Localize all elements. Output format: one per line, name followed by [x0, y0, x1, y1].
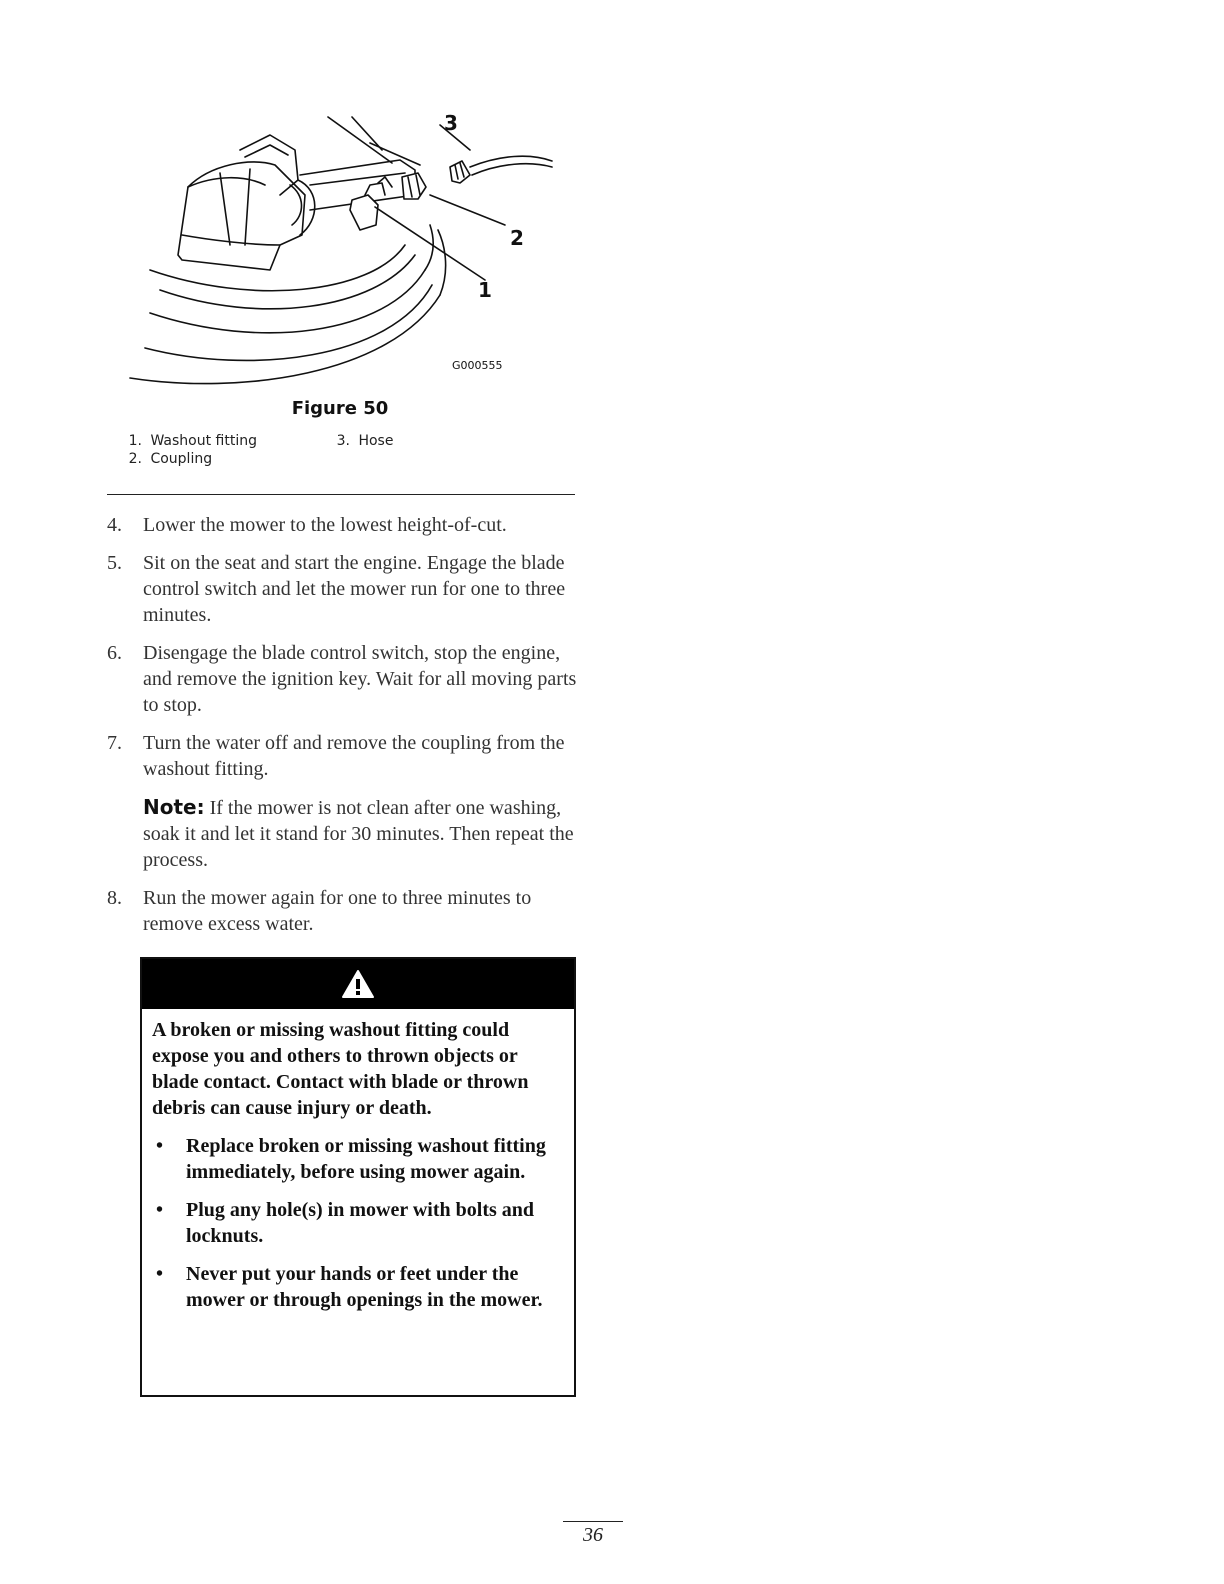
figure-caption: Figure 50 [291, 398, 389, 419]
step-text: Run the mower again for one to three minutes to remove excess water. [143, 887, 532, 935]
deck-curve [160, 255, 415, 309]
legend-item [110, 451, 212, 467]
legend-number: 2. [128, 451, 142, 467]
step-text: Turn the water off and remove the coupling from the washout fitting. [143, 732, 565, 780]
warning-intro: A broken or missing washout fitting could expose you and others to thrown objects or blade contact. Contact with blade or thrown debris can cause injury or death. [152, 1019, 529, 1119]
step-text: Disengage the blade control switch, stop the engine, and remove the ignition key. Wait for all moving parts to stop. [143, 642, 577, 716]
step-text: Sit on the seat and start the engine. Engage the blade control switch and let the mower run for one to three minutes. [143, 552, 566, 626]
note-label: Note: [143, 795, 205, 819]
note-text: If the mower is not clean after one washing, soak it and let it stand for 30 minutes. Then repeat the process. [143, 797, 574, 871]
warning-bullet-text: Replace broken or missing washout fitting immediately, before using mower again. [186, 1135, 546, 1183]
step-item [107, 512, 577, 538]
legend-item [318, 433, 393, 449]
step-item [107, 885, 577, 937]
image-code: G000555 [452, 359, 503, 372]
warning-header [142, 959, 574, 1009]
step-number: 8. [107, 887, 122, 909]
page-number: 36 [583, 1524, 603, 1546]
legend-label: Coupling [150, 451, 213, 467]
warning-bullet-text: Never put your hands or feet under the mower or through openings in the mower. [186, 1263, 543, 1311]
warning-bullet [152, 1197, 564, 1249]
coupling [402, 173, 426, 199]
step-text: Lower the mower to the lowest height-of-cut. [143, 514, 507, 536]
step-number: 6. [107, 642, 122, 664]
step-item [107, 640, 577, 718]
figure-50-illustration [120, 95, 560, 395]
step-item [107, 550, 577, 628]
legend-number: 1. [128, 433, 142, 449]
deck-curve [425, 225, 433, 270]
deck-curve [145, 285, 432, 360]
deck-curve [438, 230, 446, 295]
washout-fitting [350, 195, 378, 230]
callout-2: 2 [510, 226, 524, 250]
step-number: 5. [107, 552, 122, 574]
page-number-rule [563, 1521, 623, 1522]
warning-bullet [152, 1261, 564, 1313]
callout-3: 3 [444, 111, 458, 135]
warning-bullet-text: Plug any hole(s) in mower with bolts and locknuts. [186, 1199, 535, 1247]
step-number: 7. [107, 732, 122, 754]
warning-bullet [152, 1133, 564, 1185]
bullet-dot: • [156, 1263, 164, 1285]
legend-label: Washout fitting [150, 433, 257, 449]
warning-box [140, 957, 576, 1397]
note [107, 794, 577, 873]
warning-body [142, 1009, 574, 1313]
legend-label: Hose [358, 433, 394, 449]
callout-1: 1 [478, 278, 492, 302]
section-divider [107, 494, 575, 495]
procedure-steps [107, 512, 577, 949]
warning-triangle-icon [341, 969, 375, 999]
step-number: 4. [107, 514, 122, 536]
bullet-dot: • [156, 1135, 164, 1157]
legend-number: 3. [336, 433, 350, 449]
legend-item [110, 433, 257, 449]
step-item [107, 730, 577, 782]
deck-curve [150, 270, 425, 333]
bullet-dot: • [156, 1199, 164, 1221]
